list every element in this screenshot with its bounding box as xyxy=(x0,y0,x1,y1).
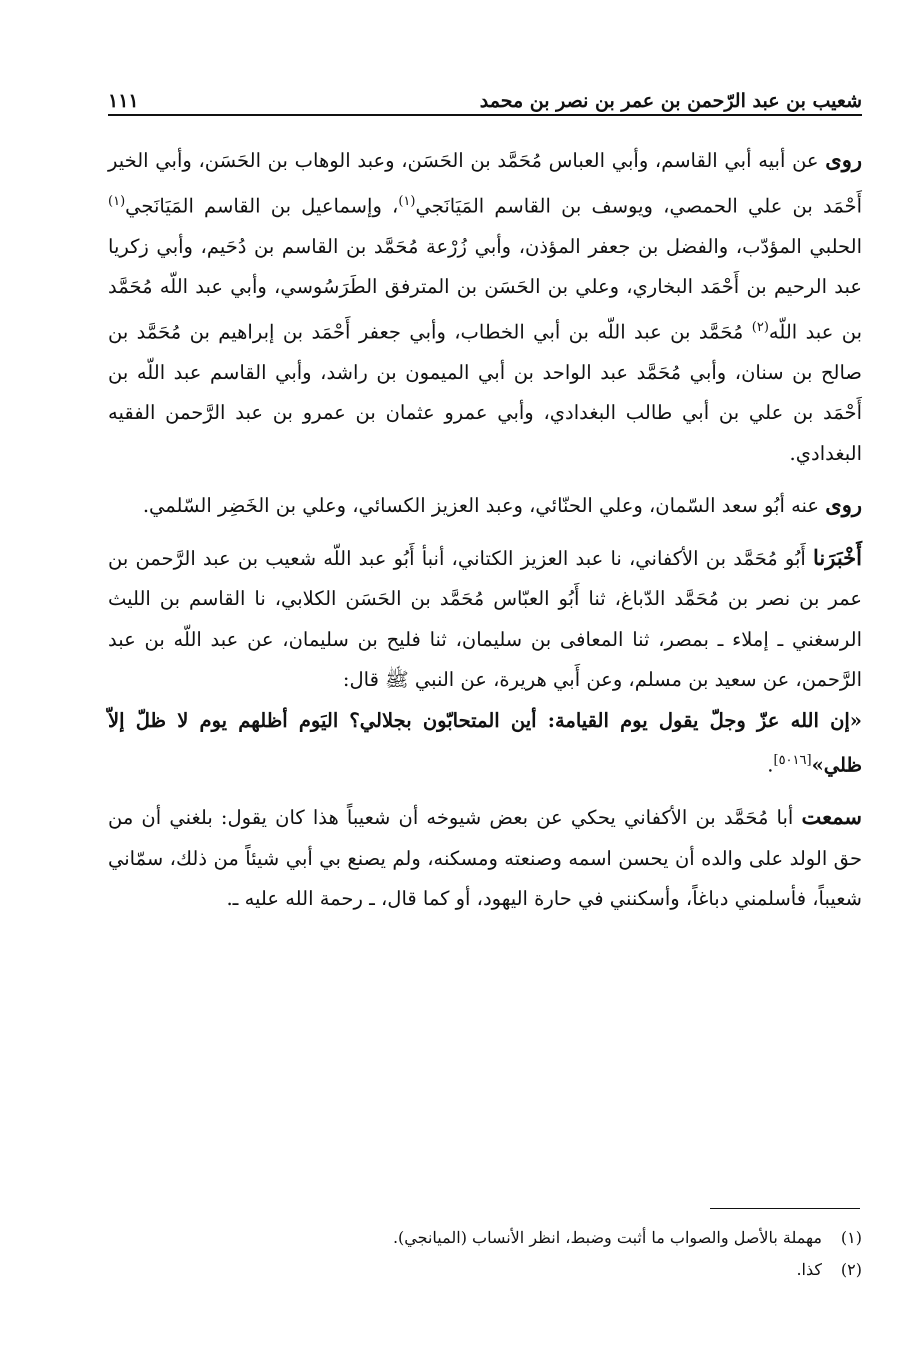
footnote-number: (٢) xyxy=(840,1260,862,1279)
header-rule xyxy=(108,114,862,116)
paragraph-hadith xyxy=(108,701,862,787)
running-title: شعيب بن عبد الرّحمن بن عمر بن نصر بن محمد xyxy=(479,90,862,112)
paragraph-text: مُحَمَّد بن عبد اللّه بن أبي الخطاب، وأبي جعفر أَحْمَد بن إبراهيم بن مُحَمَّد بن صالح بن سنان، وأبي مُحَمَّد عبد الواحد بن أبي الميمون بن راشد، وأبي القاسم عبد اللّه بن أَحْمَد بن علي بن أبي طالب البغدادي، وأبي عمرو عثمان بن عمرو بن عبد الرَّحمن الفقيه البغدادي. xyxy=(108,320,862,465)
paragraph-lead: أَخْبَرَنا xyxy=(813,544,862,570)
footnote-number: (١) xyxy=(840,1228,862,1247)
footnotes xyxy=(108,1222,862,1286)
footnote-separator xyxy=(710,1208,860,1209)
footnote-text: كذا. xyxy=(796,1260,822,1279)
footnote-ref: (١) xyxy=(398,193,416,209)
paragraph-text: أبا مُحَمَّد بن الأكفاني يحكي عن بعض شيوخه أن شعيباً هذا كان يقول: بلغني أن من حق الولد على والده أن يحسن اسمه وصنعته ومسكنه، ولم يصنع بي أبي شيئاً من ذلك، سمّاني شعيباً، فأسلمني دباغاً، وأسكنني في حارة اليهود، أو كما قال، ـ رحمة الله عليه ـ. xyxy=(108,806,862,910)
paragraph-text: ، وإسماعيل بن القاسم المَيَانَجي xyxy=(125,194,399,217)
footnote xyxy=(108,1254,862,1286)
paragraph-lead: روى xyxy=(825,492,862,517)
hadith-ref: [٥٠١٦] xyxy=(773,753,812,768)
footnote-text: مهملة بالأصل والصواب ما أثبت وضبط، انظر الأنساب (الميانجي). xyxy=(392,1228,822,1247)
paragraph-text: أَبُو مُحَمَّد بن الأكفاني، نا عبد العزيز الكتاني، أنبأ أَبُو عبد اللّه شعيب بن عبد الرَّحمن بن عمر بن نصر بن مُحَمَّد الدّباغ، ثنا أَبُو العبّاس مُحَمَّد بن الحَسَن الكلابي، نا القاسم بن الليث الرسغني ـ إملاء ـ بمصر، ثنا المعافى بن سليمان، ثنا فليح بن سليمان، عن عبد اللّه بن عبد الرَّحمن، عن سعيد بن مسلم، وعن أَبي هريرة، عن النبي ﷺ قال: xyxy=(108,546,863,691)
hadith-text: «إن الله عزّ وجلّ يقول يوم القيامة: أين المتحابّون بجلالي؟ اليَوم أظلهم يوم لا ظلّ إلاّ ظلي» xyxy=(108,708,862,777)
paragraph-text: الحلبي المؤدّب، والفضل بن جعفر المؤذن، وأبي زُرْعة مُحَمَّد بن القاسم بن دُحَيم، وأبي زكريا عبد الرحيم بن أَحْمَد البخاري، وعلي بن الحَسَن بن المترفق الطَرَسُوسي، وأبي عبد اللّه مُحَمَّد بن عبد اللّه xyxy=(108,234,862,343)
footnote-ref: (١) xyxy=(108,193,126,209)
paragraph-lead: روى xyxy=(825,147,862,172)
page-number: ١١١ xyxy=(108,90,139,112)
paragraph-text: عنه أبُو سعد السّمان، وعلي الحنّائي، وعبد العزيز الكسائي، وعلي بن الخَضِر السّلمي. xyxy=(142,494,826,517)
paragraph-anecdote xyxy=(108,797,862,920)
paragraph-text: عن أبيه أبي القاسم، وأبي العباس مُحَمَّد بن الحَسَن، وعبد الوهاب بن الحَسَن، وأبي الخير أَحْمَد بن علي الحمصي، ويوسف بن القاسم المَيَانَجي xyxy=(108,149,862,217)
main-text xyxy=(108,140,862,920)
paragraph-isnad xyxy=(108,538,862,701)
footnote xyxy=(108,1222,862,1254)
page-header xyxy=(108,82,862,112)
footnote-ref: (٢) xyxy=(751,319,769,335)
hadith-end: . xyxy=(767,753,774,777)
paragraph-narrated-by xyxy=(108,485,862,527)
paragraph-narrated-from xyxy=(108,140,862,474)
paragraph-lead: سمعت xyxy=(801,804,862,829)
